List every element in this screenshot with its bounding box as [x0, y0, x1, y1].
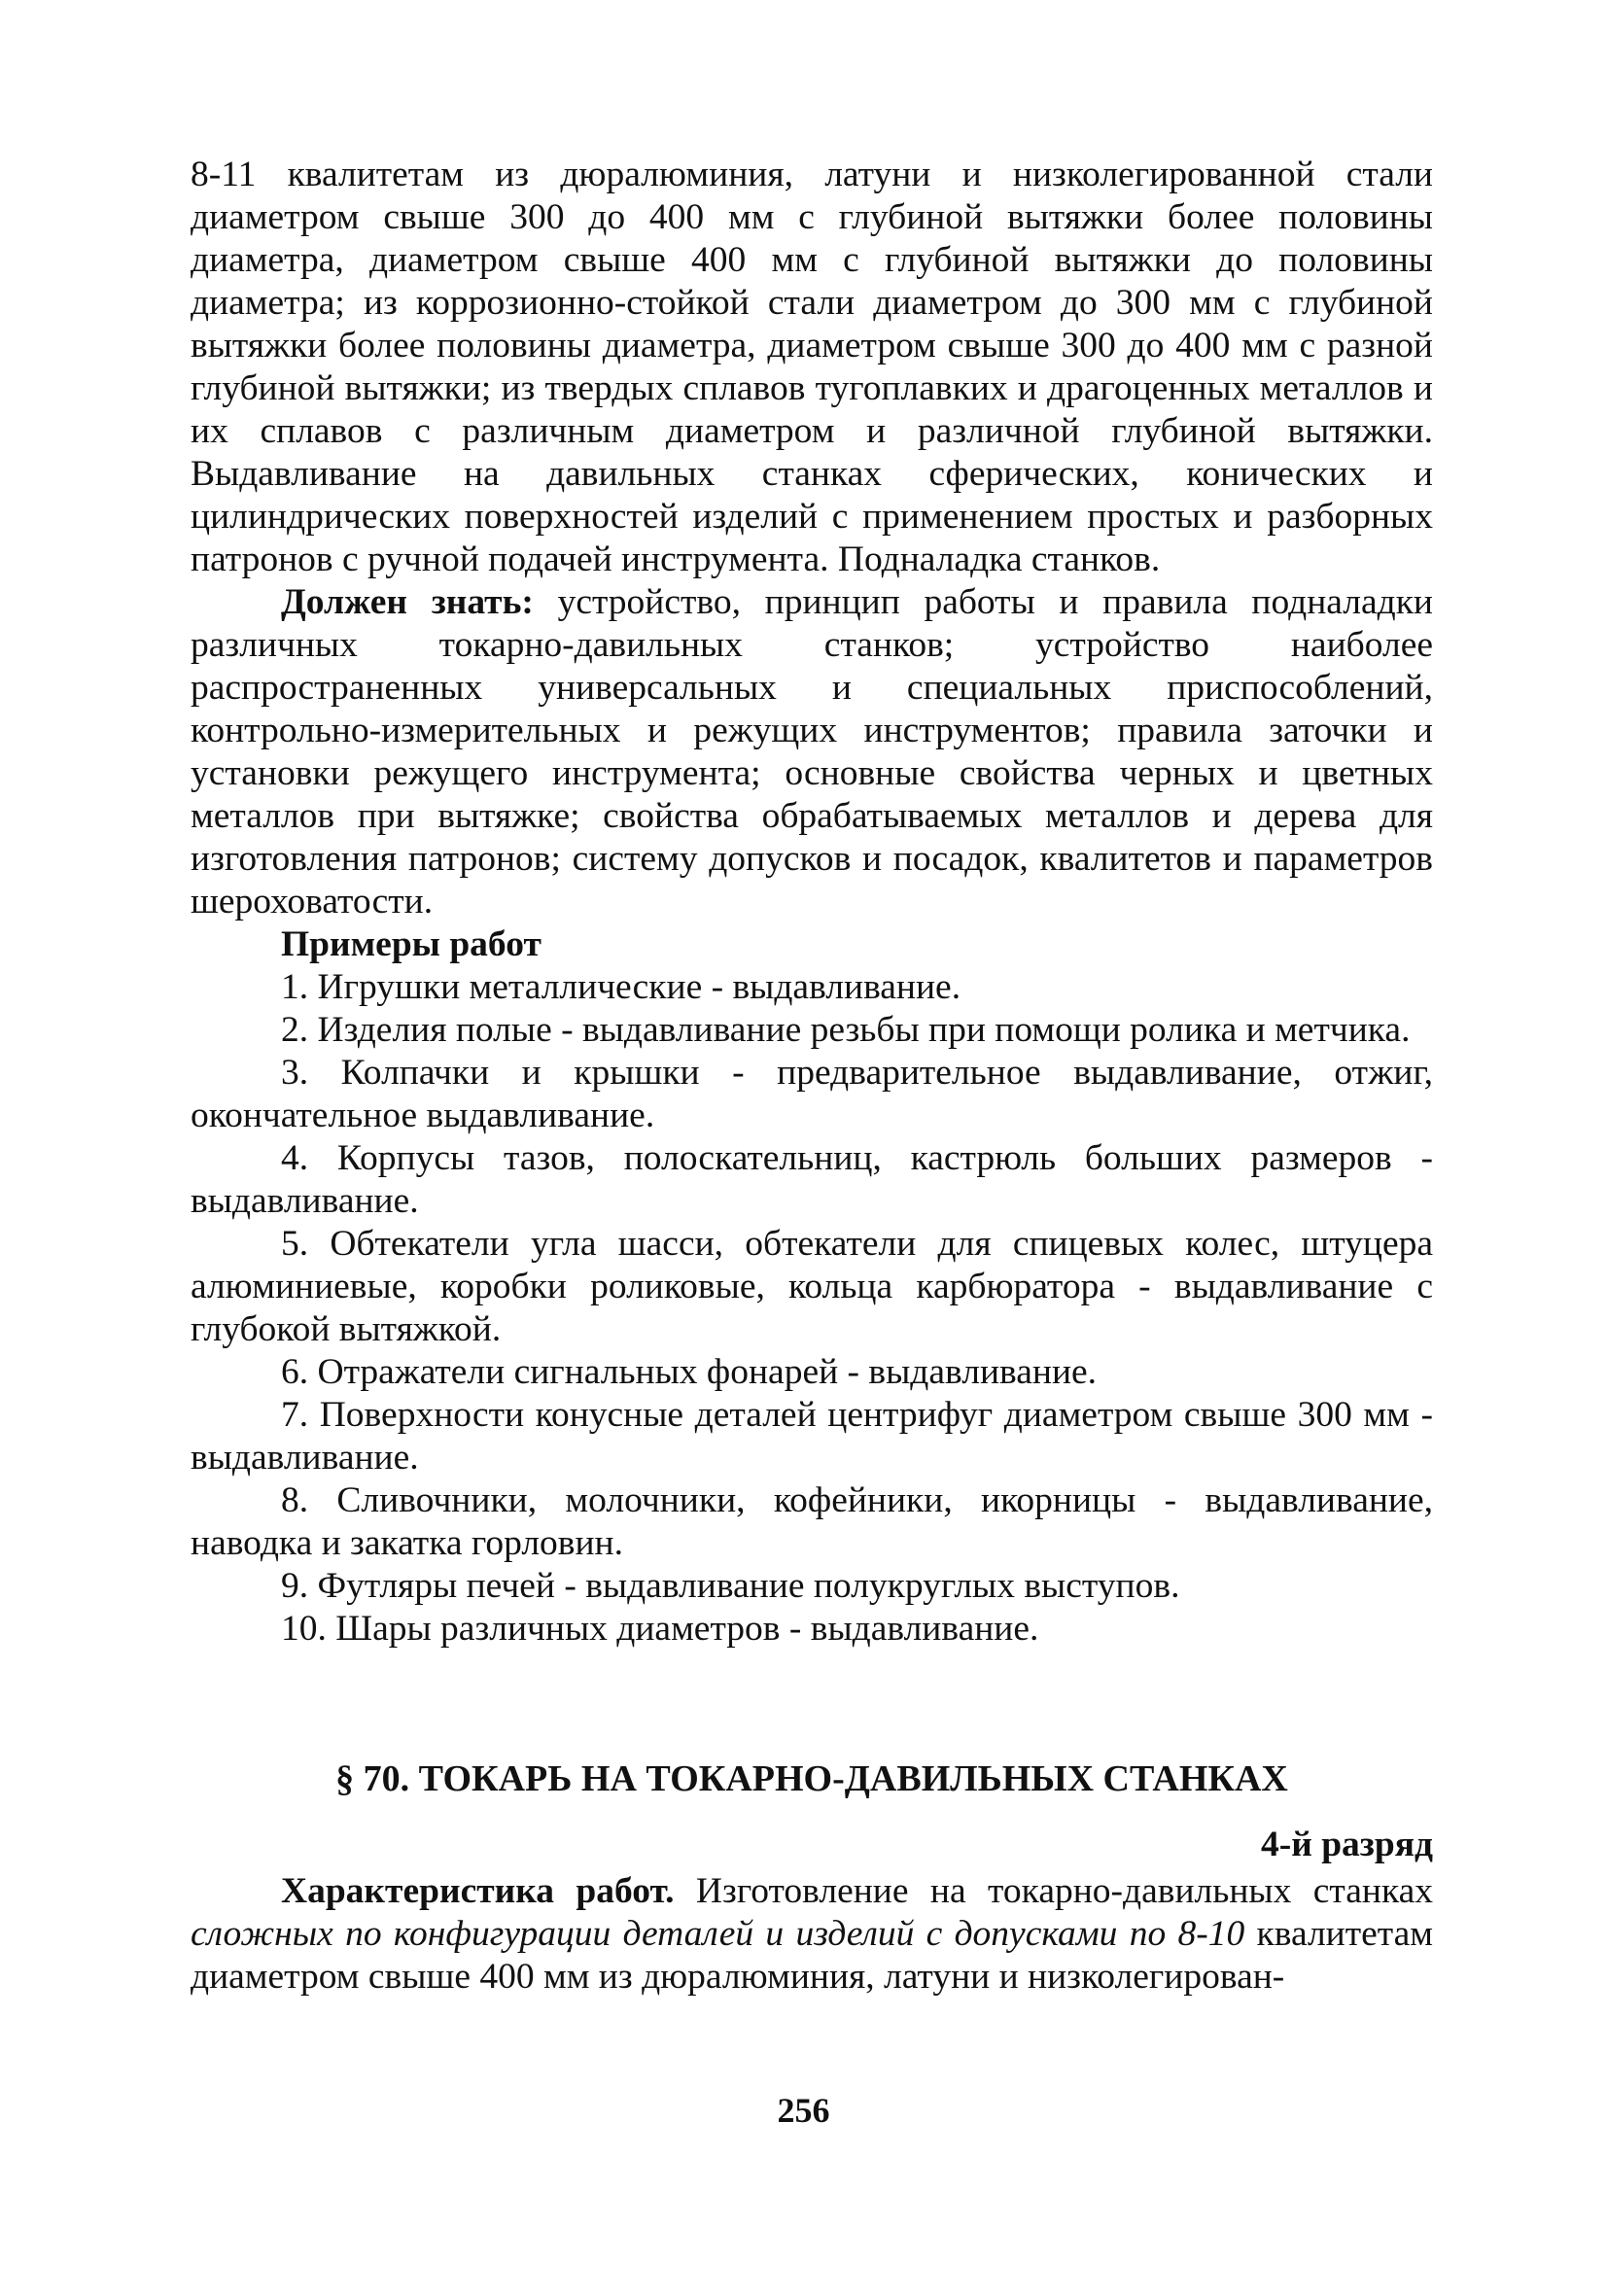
knowledge-paragraph	[191, 581, 1433, 923]
characteristics-italic-text: сложных по конфигурации деталей и изделий с допусками по 8-10	[191, 1914, 1245, 1954]
knowledge-label: Должен знать:	[281, 582, 534, 622]
body-text	[191, 154, 1433, 1651]
example-item: 8. Сливочники, молочники, кофейники, икорницы - выдавливание, наводка и закатка горловин.	[191, 1480, 1433, 1563]
examples-heading: Примеры работ	[281, 924, 541, 964]
example-item: 7. Поверхности конусные деталей центрифуг диаметром свыше 300 мм - выдавливание.	[191, 1395, 1433, 1478]
example-item: 5. Обтекатели угла шасси, обтекатели для спицевых колес, штуцера алюминиевые, коробки роликовые, кольца карбюратора - выдавливание с глубокой вытяжкой.	[191, 1224, 1433, 1349]
example-item: 2. Изделия полые - выдавливание резьбы при помощи ролика и метчика.	[281, 1010, 1411, 1050]
characteristics-label: Характеристика работ.	[281, 1871, 675, 1911]
example-item: 10. Шары различных диаметров - выдавливание.	[281, 1609, 1039, 1649]
example-item: 6. Отражатели сигнальных фонарей - выдавливание.	[281, 1352, 1098, 1392]
characteristics-block	[191, 1870, 1433, 1999]
example-item: 1. Игрушки металлические - выдавливание.	[281, 967, 961, 1007]
intro-paragraph: 8-11 квалитетам из дюралюминия, латуни и низколегированной стали диаметром свыше 300 до 400 мм с глубиной вытяжки более половины диаметра, диаметром свыше 400 мм с глубиной вытяжки до половины диаметра; из коррозионно-стойкой стали диаметром до 300 мм с глубиной вытяжки более половины диаметра, диаметром свыше 300 до 400 мм с разной глубиной вытяжки; из твердых сплавов тугоплавких и драгоценных металлов и их сплавов с различным диаметром и различной глубиной вытяжки. Выдавливание на давильных станках сферических, конических и цилиндрических поверхностей изделий с применением простых и разборных патронов с ручной подачей инструмента. Подналадка станков.	[191, 155, 1433, 579]
page-number: 256	[777, 2091, 830, 2130]
section-title: § 70. ТОКАРЬ НА ТОКАРНО-ДАВИЛЬНЫХ СТАНКАХ	[335, 1758, 1288, 1799]
characteristics-text-after: квалитетам диаметром свыше 400 мм из дюралюминия, латуни и низколегирован-	[191, 1914, 1433, 1997]
example-item: 9. Футляры печей - выдавливание полукруглых выступов.	[281, 1566, 1180, 1606]
grade-label: 4-й разряд	[1260, 1825, 1433, 1864]
example-item: 3. Колпачки и крышки - предварительное выдавливание, отжиг, окончательное выдавливание.	[191, 1053, 1433, 1135]
characteristics-text-before: Изготовление на токарно-давильных станках	[674, 1871, 1433, 1911]
example-item: 4. Корпусы тазов, полоскательниц, кастрюль больших размеров - выдавливание.	[191, 1138, 1433, 1221]
characteristics-paragraph	[191, 1870, 1433, 1999]
knowledge-text: устройство, принцип работы и правила подналадки различных токарно-давильных станков; устройство наиболее распространенных универсальных и специальных приспособлений, контрольно-измерительных и режущих инструментов; правила заточки и установки режущего инструмента; основные свойства черных и цветных металлов при вытяжке; свойства обрабатываемых металлов и дерева для изготовления патронов; систему допусков и посадок, квалитетов и параметров шероховатости.	[191, 582, 1433, 922]
